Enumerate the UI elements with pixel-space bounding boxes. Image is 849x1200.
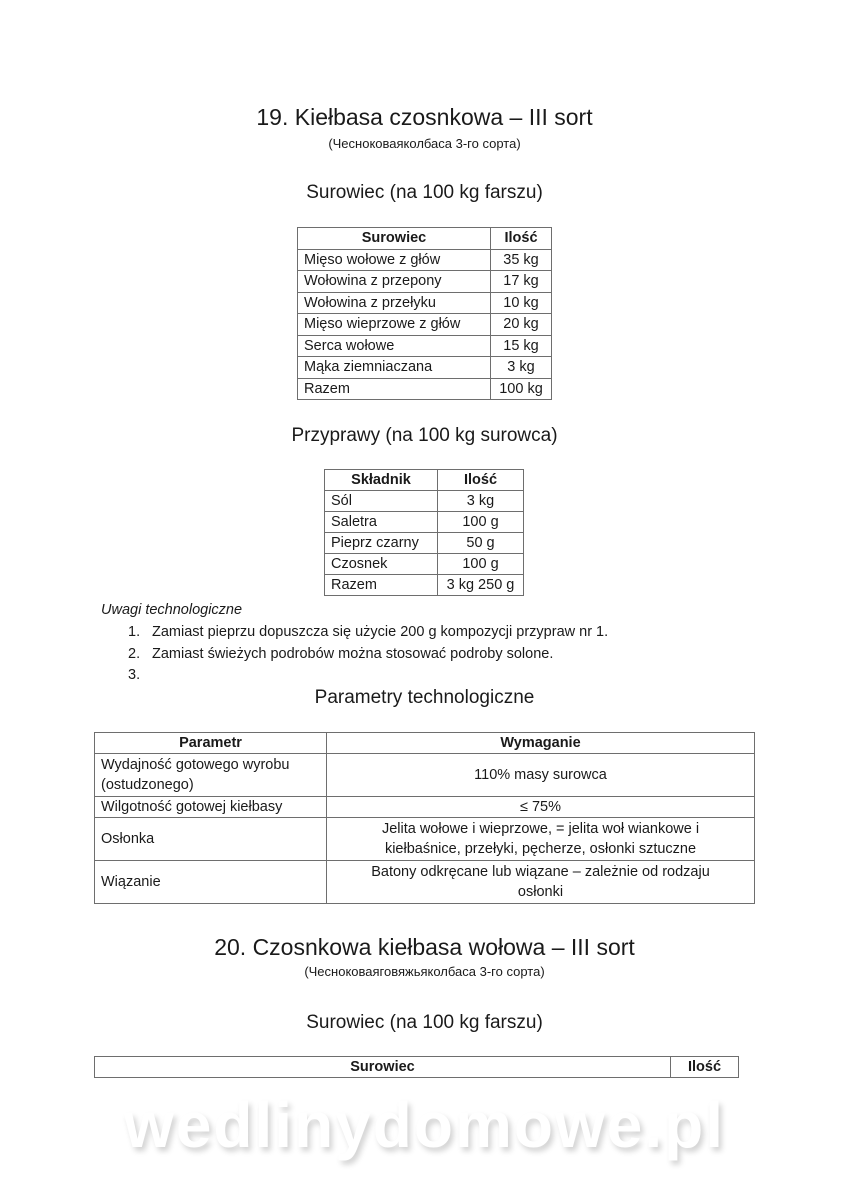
ingredient-name: Wołowina z przełyku bbox=[298, 292, 491, 314]
ingredient-name: Mięso wołowe z głów bbox=[298, 249, 491, 271]
table-row bbox=[325, 491, 524, 512]
note-text: Zamiast świeżych podrobów można stosować podroby solone. bbox=[152, 645, 554, 662]
column-header: Wymaganie bbox=[327, 733, 755, 754]
table-total-row bbox=[298, 378, 552, 400]
spice-name: Czosnek bbox=[325, 554, 438, 575]
table-row bbox=[325, 512, 524, 533]
ingredient-name: Mąka ziemniaczana bbox=[298, 357, 491, 379]
ingredient-amount: 20 kg bbox=[491, 314, 552, 336]
ingredient-name: Wołowina z przepony bbox=[298, 271, 491, 293]
total-label: Razem bbox=[325, 575, 438, 596]
table-row bbox=[298, 314, 552, 336]
table-row bbox=[298, 335, 552, 357]
note-number: 1. bbox=[128, 624, 141, 640]
technological-notes-list bbox=[128, 622, 608, 687]
total-amount: 100 kg bbox=[491, 378, 552, 400]
recipe-19-spices-heading: Przyprawy (na 100 kg surowca) bbox=[291, 425, 558, 446]
spice-amount: 50 g bbox=[438, 533, 524, 554]
recipe-19-params-heading: Parametry technologiczne bbox=[314, 687, 535, 708]
table-total-row bbox=[325, 575, 524, 596]
table-row bbox=[95, 818, 755, 861]
note-item bbox=[128, 622, 608, 644]
table-header-row bbox=[325, 470, 524, 491]
column-header: Składnik bbox=[325, 470, 438, 491]
ingredient-amount: 35 kg bbox=[491, 249, 552, 271]
note-text: Zamiast pieprzu dopuszcza się użycie 200 g kompozycji przypraw nr 1. bbox=[152, 624, 609, 640]
table-row bbox=[298, 249, 552, 271]
recipe-20-raw-heading: Surowiec (na 100 kg farszu) bbox=[306, 1012, 543, 1033]
table-row bbox=[95, 861, 755, 904]
ingredient-name: Mięso wieprzowe z głów bbox=[298, 314, 491, 336]
total-label: Razem bbox=[298, 378, 491, 400]
raw-materials-table bbox=[297, 227, 552, 400]
table-row bbox=[95, 754, 755, 797]
column-header: Surowiec bbox=[95, 1057, 671, 1078]
spice-amount: 3 kg bbox=[438, 491, 524, 512]
technological-notes-title: Uwagi technologiczne bbox=[101, 602, 243, 618]
spice-name: Sól bbox=[325, 491, 438, 512]
recipe-19-subtitle: (Чесноковаяколбаса 3-го сорта) bbox=[328, 136, 521, 151]
table-row bbox=[95, 797, 755, 818]
column-header: Surowiec bbox=[298, 228, 491, 250]
ingredient-amount: 3 kg bbox=[491, 357, 552, 379]
note-item bbox=[128, 665, 608, 687]
ingredient-amount: 17 kg bbox=[491, 271, 552, 293]
spice-name: Pieprz czarny bbox=[325, 533, 438, 554]
recipe-20-subtitle: (Чесноковаяговяжьяколбаса 3-го сорта) bbox=[304, 964, 545, 979]
ingredient-amount: 15 kg bbox=[491, 335, 552, 357]
table-row bbox=[325, 554, 524, 575]
column-header: Ilość bbox=[491, 228, 552, 250]
column-header: Ilość bbox=[671, 1057, 739, 1078]
note-number: 2. bbox=[128, 645, 141, 662]
parameter-requirement: Jelita wołowe i wieprzowe, = jelita woł wiankowe i kiełbaśnice, przełyki, pęcherze, osłonki sztuczne bbox=[327, 818, 755, 861]
parameter-requirement: Batony odkręcane lub wiązane – zależnie od rodzaju osłonki bbox=[327, 861, 755, 904]
spice-amount: 100 g bbox=[438, 512, 524, 533]
table-row bbox=[298, 357, 552, 379]
parameter-requirement: ≤ 75% bbox=[327, 797, 755, 818]
parameter-name: Osłonka bbox=[95, 818, 327, 861]
table-row bbox=[298, 292, 552, 314]
recipe-20-title: 20. Czosnkowa kiełbasa wołowa – III sort bbox=[214, 934, 635, 960]
recipe-19-title: 19. Kiełbasa czosnkowa – III sort bbox=[256, 104, 593, 130]
parameter-name: Wiązanie bbox=[95, 861, 327, 904]
column-header: Parametr bbox=[95, 733, 327, 754]
spice-name: Saletra bbox=[325, 512, 438, 533]
recipe-19-raw-heading: Surowiec (na 100 kg farszu) bbox=[306, 182, 543, 203]
watermark: wedlinydomowe.pl bbox=[124, 1089, 725, 1161]
table-header-row bbox=[95, 1057, 739, 1078]
table-header-row bbox=[298, 228, 552, 250]
spices-table bbox=[324, 469, 524, 596]
column-header: Ilość bbox=[438, 470, 524, 491]
parameter-name: Wydajność gotowego wyrobu (ostudzonego) bbox=[95, 754, 327, 797]
note-number: 3. bbox=[128, 667, 141, 683]
recipe-20-raw-materials-table bbox=[94, 1056, 739, 1078]
table-row bbox=[298, 271, 552, 293]
ingredient-amount: 10 kg bbox=[491, 292, 552, 314]
parameter-name: Wilgotność gotowej kiełbasy bbox=[95, 797, 327, 818]
table-header-row bbox=[95, 733, 755, 754]
note-item bbox=[128, 644, 608, 666]
total-amount: 3 kg 250 g bbox=[438, 575, 524, 596]
table-row bbox=[325, 533, 524, 554]
technological-parameters-table bbox=[94, 732, 755, 904]
ingredient-name: Serca wołowe bbox=[298, 335, 491, 357]
spice-amount: 100 g bbox=[438, 554, 524, 575]
parameter-requirement: 110% masy surowca bbox=[327, 754, 755, 797]
